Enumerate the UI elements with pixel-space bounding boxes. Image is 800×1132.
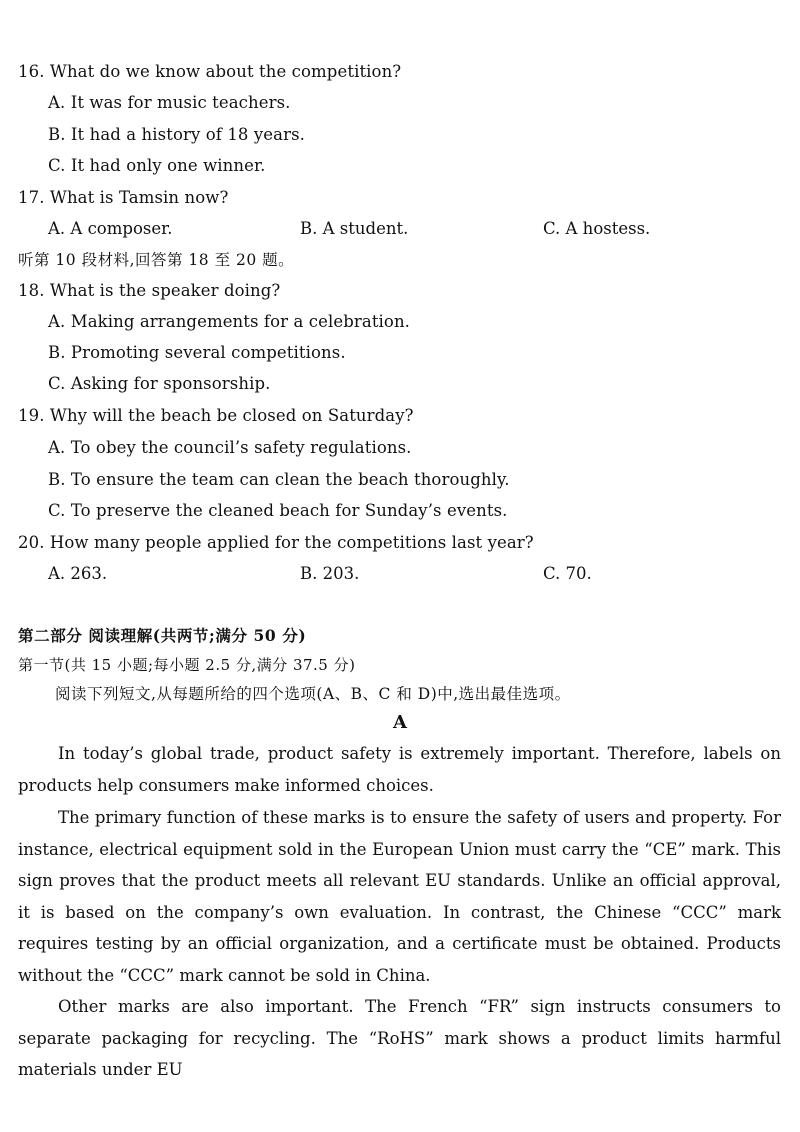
question-17-stem: 17. What is Tamsin now? bbox=[18, 188, 229, 207]
question-19-option-c: C. To preserve the cleaned beach for Sunday’s events. bbox=[48, 501, 508, 520]
question-17-option-c: C. A hostess. bbox=[543, 219, 651, 238]
passage-paragraph-2: The primary function of these marks is to ensure the safety of users and property. For instance, electrical equipment sold in the European Union must carry the “CE” mark. This sign proves that the product meets all relevant EU standards. Unlike an official approval, it is based on the company’s own evaluation. In contrast, the Chinese “CCC” mark requires testing by an official organization, and a certificate must be obtained. Products without the “CCC” mark cannot be sold in China. bbox=[18, 808, 781, 985]
section-one-heading: 第一节(共 15 小题;每小题 2.5 分,满分 37.5 分) bbox=[18, 656, 356, 674]
question-20-option-a: A. 263. bbox=[48, 564, 108, 583]
question-19-option-a: A. To obey the council’s safety regulations. bbox=[48, 438, 412, 457]
listening-instruction: 听第 10 段材料,回答第 18 至 20 题。 bbox=[18, 251, 295, 269]
part-two-heading: 第二部分 阅读理解(共两节;满分 50 分) bbox=[18, 626, 307, 645]
question-20-stem: 20. How many people applied for the competitions last year? bbox=[18, 533, 534, 552]
passage-title: A bbox=[393, 712, 407, 733]
question-19-stem: 19. Why will the beach be closed on Saturday? bbox=[18, 406, 414, 425]
question-18-option-a: A. Making arrangements for a celebration. bbox=[48, 312, 411, 331]
question-17-option-b: B. A student. bbox=[300, 219, 409, 238]
question-17-option-a: A. A composer. bbox=[48, 219, 173, 238]
question-20-option-b: B. 203. bbox=[300, 564, 360, 583]
reading-instruction: 阅读下列短文,从每题所给的四个选项(A、B、C 和 D)中,选出最佳选项。 bbox=[55, 685, 571, 703]
passage-paragraph-3: Other marks are also important. The French “FR” sign instructs consumers to separate packaging for recycling. The “RoHS” mark shows a product limits harmful materials under EU bbox=[18, 997, 781, 1080]
question-18-option-c: C. Asking for sponsorship. bbox=[48, 374, 271, 393]
question-17-options bbox=[48, 218, 788, 240]
question-16-option-a: A. It was for music teachers. bbox=[48, 93, 291, 112]
question-16-stem: 16. What do we know about the competition? bbox=[18, 62, 402, 81]
passage-paragraph-1: In today’s global trade, product safety is extremely important. Therefore, labels on products help consumers make informed choices. bbox=[18, 744, 781, 795]
question-16-option-c: C. It had only one winner. bbox=[48, 156, 266, 175]
question-19-option-b: B. To ensure the team can clean the beach thoroughly. bbox=[48, 470, 510, 489]
question-20-option-c: C. 70. bbox=[543, 564, 592, 583]
question-18-option-b: B. Promoting several competitions. bbox=[48, 343, 346, 362]
question-16-option-b: B. It had a history of 18 years. bbox=[48, 125, 305, 144]
question-20-options bbox=[48, 563, 788, 585]
question-18-stem: 18. What is the speaker doing? bbox=[18, 281, 281, 300]
